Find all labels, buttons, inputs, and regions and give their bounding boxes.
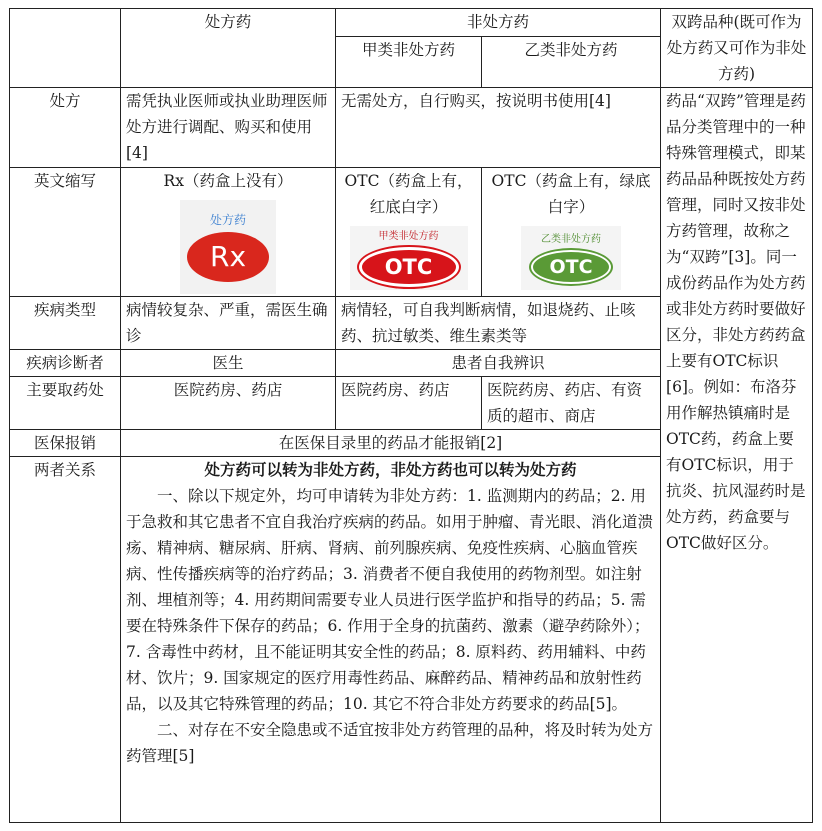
header-dual: 双跨品种(既可作为处方药又可作为非处方药)	[661, 9, 813, 88]
dual-description: 药品“双跨”管理是药品分类管理中的一种特殊管理模式，即某药品品种既按处方药管理，同时又按非处方药管理，故称之为“双跨”[3]。同一成份药品作为处方药或非处方药时要做好区分，非处方药药盒上要有OTC标识[6]。例如：布洛芬用作解热镇痛时是OTC药，药盒上要有OTC标识，用于抗炎、抗风湿药时是处方药，药盒要与OTC做好区分。	[661, 88, 813, 823]
otc-red-oval-icon: OTC	[359, 247, 459, 287]
diagnosis-rx: 医生	[121, 350, 336, 377]
abbr-otc-b	[482, 168, 661, 297]
header-otc: 非处方药	[336, 9, 661, 37]
otc-green-logo	[521, 226, 621, 290]
row-label-relation: 两者关系	[10, 457, 121, 823]
rx-logo	[180, 200, 276, 294]
relation-title: 处方药可以转为非处方药，非处方药也可以转为处方药	[204, 460, 577, 479]
prescription-otc: 无需处方，自行购买，按说明书使用[4]	[336, 88, 661, 168]
rx-logo-label: 处方药	[209, 213, 246, 227]
row-label-diagnosis: 疾病诊断者	[10, 350, 121, 377]
row-label-prescription: 处方	[10, 88, 121, 168]
relation-content	[121, 457, 661, 823]
otc-red-logo	[350, 226, 468, 290]
insurance-text: 在医保目录里的药品才能报销[2]	[121, 430, 661, 457]
abbr-rx	[121, 168, 336, 297]
diagnosis-otc: 患者自我辨识	[336, 350, 661, 377]
rx-oval-icon: Rx	[187, 232, 269, 282]
row-label-insurance: 医保报销	[10, 430, 121, 457]
source-rx: 医院药房、药店	[121, 377, 336, 430]
disease-rx: 病情较复杂、严重，需医生确诊	[121, 297, 336, 350]
abbr-otc-b-text: OTC（药盒上有，绿底白字）	[491, 172, 651, 216]
prescription-rx: 需凭执业医师或执业助理医师处方进行调配、购买和使用[4]	[121, 88, 336, 168]
relation-paragraph-2: 二、对存在不安全隐患或不适宜按非处方药管理的品种，将及时转为处方药管理[5]	[126, 721, 654, 765]
otc-green-logo-label: 乙类非处方药	[541, 233, 601, 245]
header-rx: 处方药	[121, 9, 336, 88]
header-otc-a: 甲类非处方药	[336, 37, 482, 88]
row-label-disease: 疾病类型	[10, 297, 121, 350]
otc-green-oval-icon: OTC	[531, 250, 611, 284]
drug-classification-table	[9, 8, 813, 823]
row-label-source: 主要取药处	[10, 377, 121, 430]
abbr-rx-text: Rx（药盒上没有）	[163, 172, 293, 190]
disease-otc: 病情轻，可自我判断病情，如退烧药、止咳药、抗过敏类、维生素类等	[336, 297, 661, 350]
corner-cell	[10, 9, 121, 88]
header-otc-b: 乙类非处方药	[482, 37, 661, 88]
source-otc-a: 医院药房、药店	[336, 377, 482, 430]
abbr-otc-a-text: OTC（药盒上有，红底白字）	[344, 172, 473, 216]
relation-paragraph-1: 一、除以下规定外，均可申请转为非处方药：1. 监测期内的药品；2. 用于急救和其它患者不宜自我治疗疾病的药品。如用于肿瘤、青光眼、消化道溃疡、精神病、糖尿病、肝病、肾病、前列腺疾病、免疫性疾病、心脑血管疾病、性传播疾病等的治疗药品；3. 消费者不便自我使用的药物剂型。如注射剂、埋植剂等；4. 用药期间需要专业人员进行医学监护和指导的药品；5. 需要在特殊条件下保存的药品；6. 作用于全身的抗菌药、激素（避孕药除外）；7. 含毒性中药材，且不能证明其安全性的药品；8. 原料药、药用辅料、中药材、饮片；9. 国家规定的医疗用毒性药品、麻醉药品、精神药品和放射性药品，以及其它特殊管理的药品；10. 其它不符合非处方药要求的药品[5]。	[126, 487, 654, 713]
otc-red-logo-label: 甲类非处方药	[378, 230, 439, 242]
source-otc-b: 医院药房、药店、有资质的超市、商店	[482, 377, 661, 430]
abbr-otc-a	[336, 168, 482, 297]
row-label-abbr: 英文缩写	[10, 168, 121, 297]
